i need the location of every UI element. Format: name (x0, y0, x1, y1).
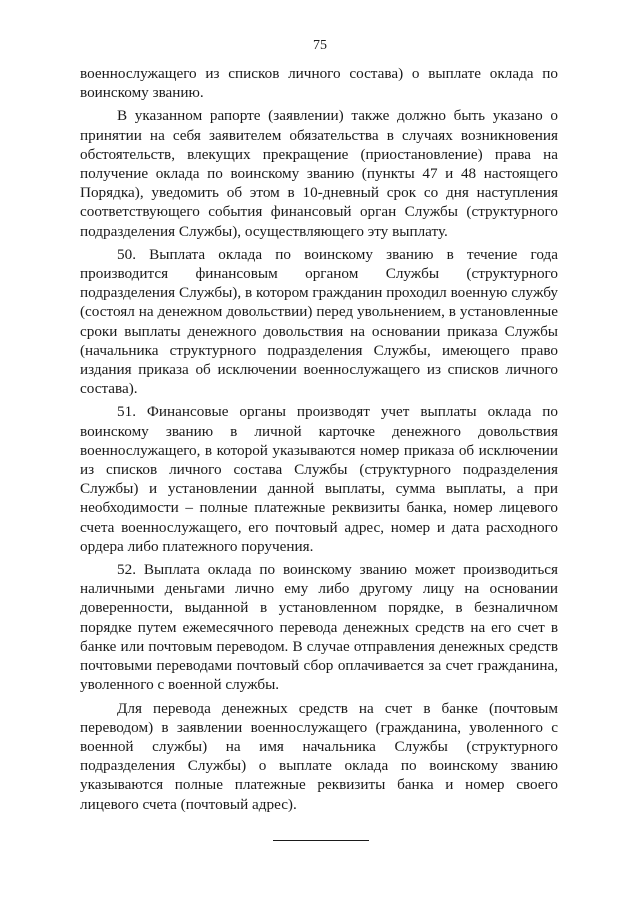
paragraph-report-obligation: В указанном рапорте (заявлении) также должно быть указано о принятии на себя заявителем обязательства в случаях возникновения обстоятельств, влекущих прекращение (приостановление) права на получение оклада по воинскому званию (пункты 47 и 48 настоящего Порядка), уведомить об этом в 10-дневный срок со дня наступления соответствующего события финансовый орган Службы (структурного подразделения Службы), осуществляющего эту выплату. (80, 107, 558, 240)
page-number: 75 (313, 38, 327, 53)
document-body (80, 64, 558, 814)
paragraph-item-50: 50. Выплата оклада по воинскому званию в течение года производится финансовым органом Службы (структурного подразделения Службы), в котором гражданин проходил военную службу (состоял на денежном довольствии) перед увольнением, в установленные сроки выплаты денежного довольствия на основании приказа Службы (начальника структурного подразделения Службы, имеющего право издания приказа об исключении военнослужащего из списков личного состава). (80, 245, 558, 398)
end-of-document-rule (273, 840, 369, 841)
paragraph-item-51: 51. Финансовые органы производят учет выплаты оклада по воинскому званию в личной карточке денежного довольствия военнослужащего, в которой указываются номер приказа об исключении из списков личного состава Службы (структурного подразделения Службы) и установлении данной выплаты, сумма выплаты, а при необходимости – полные платежные реквизиты банка, номер лицевого счета военнослужащего, его почтовый адрес, номер и дата расходного ордера либо платежного поручения. (80, 403, 558, 555)
paragraph-continuation: военнослужащего из списков личного состава) о выплате оклада по воинскому званию. (80, 65, 558, 102)
paragraph-bank-transfer: Для перевода денежных средств на счет в банке (почтовым переводом) в заявлении военнослужащего (гражданина, уволенного с военной службы) на имя начальника Службы (структурного подразделения Службы) о выплате оклада по воинскому званию указываются полные платежные реквизиты банка и номер своего лицевого счета (почтовый адрес). (80, 699, 558, 813)
paragraph-item-52: 52. Выплата оклада по воинскому званию может производиться наличными деньгами лично ему либо другому лицу на основании доверенности, выданной в установленном порядке, в безналичном порядке путем ежемесячного перевода денежных средств на его счет в банке или почтовым переводом. В случае отправления денежных средств почтовыми переводами почтовый сбор оплачивается за счет гражданина, уволенного с военной службы. (80, 561, 558, 694)
